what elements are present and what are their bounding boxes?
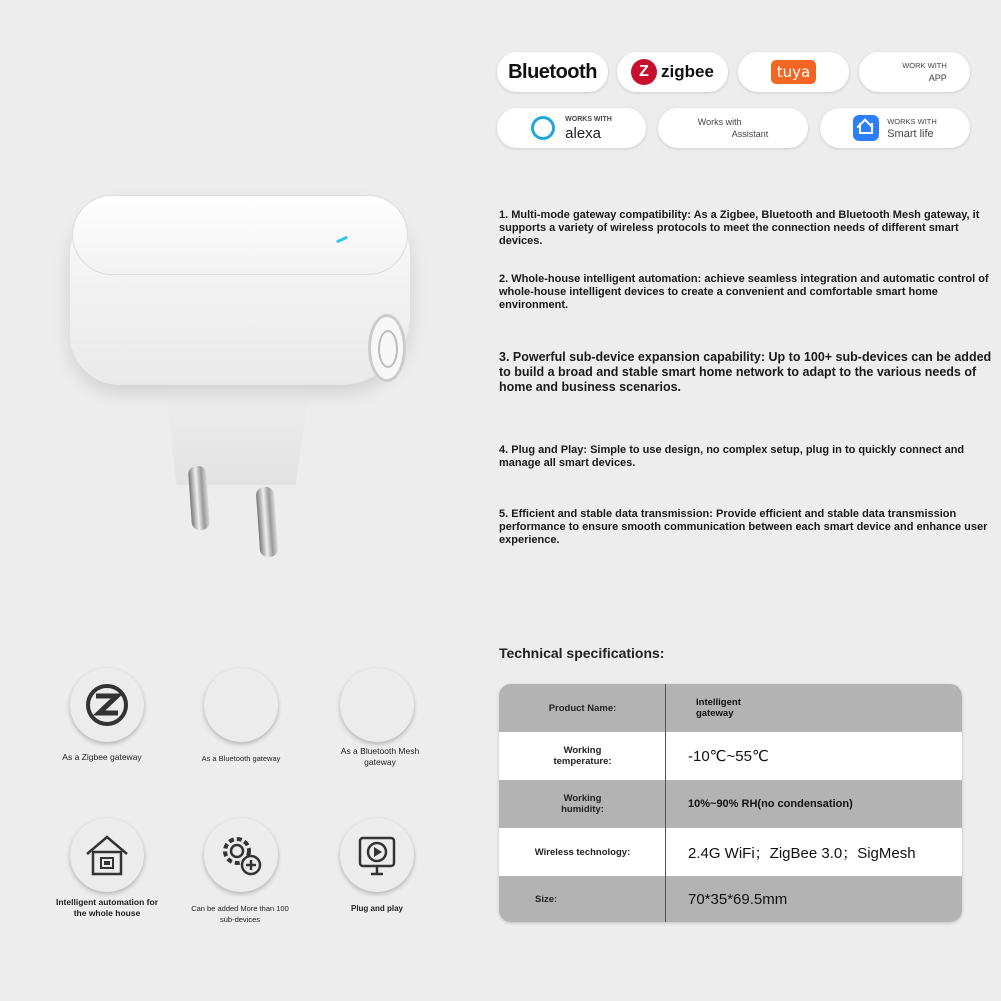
- feature-1: 1. Multi-mode gateway compatibility: As a Zigbee, Bluetooth and Bluetooth Mesh gateway, it supports a variety of wireless protocols to meet the connection needs of different smart devices.: [499, 209, 980, 247]
- bluetooth-mesh-gateway-icon: [340, 668, 414, 742]
- spec-name: Product Name:: [548, 702, 617, 714]
- feature-2: 2. Whole-house intelligent automation: achieve seamless integration and automatic control of whole-house intelligent devices to create a convenient and comfortable smart home environment.: [499, 273, 989, 311]
- alexa-badge-line1: WORKS WITH: [565, 116, 612, 123]
- spec-value: 2.4G WiFi；ZigBee 3.0；SigMesh: [688, 844, 916, 862]
- smart-life-badge-line2: Smart life: [887, 128, 934, 140]
- assistant-badge-line2: Assistant: [731, 129, 769, 139]
- smart-life-badge: [820, 108, 970, 148]
- tuya-label: tuya: [771, 60, 816, 84]
- app-badge-line2: APP: [928, 73, 947, 83]
- spec-value: 70*35*69.5mm: [688, 890, 788, 908]
- feature-3: 3. Powerful sub-device expansion capability: Up to 100+ sub-devices can be added to build a broad and stable smart home network to adapt to the various needs of home and business scenarios.: [499, 350, 992, 394]
- table-row: [499, 828, 962, 876]
- spec-value: Intelligent gateway: [696, 697, 741, 719]
- icon-label-automation: Intelligent automation for the whole house: [56, 897, 158, 918]
- spec-name: Size:: [535, 893, 558, 905]
- icon-label-sub-devices: Can be added More than 100 sub-devices: [191, 904, 289, 924]
- work-with-app-badge: [859, 52, 970, 92]
- alexa-ring-icon: [531, 116, 555, 140]
- alexa-badge: [497, 108, 646, 148]
- spec-value: 10%~90% RH(no condensation): [688, 798, 853, 810]
- spec-name: Wireless technology:: [534, 846, 631, 858]
- zigbee-label: zigbee: [661, 62, 714, 81]
- bluetooth-badge: [497, 52, 608, 92]
- table-row: [499, 780, 962, 828]
- plug-and-play-icon: [340, 818, 414, 892]
- spec-name: Working temperature:: [553, 745, 612, 767]
- table-row: [499, 876, 962, 922]
- spec-title: Technical specifications:: [499, 645, 665, 661]
- alexa-badge-line2: alexa: [565, 125, 602, 142]
- assistant-badge-line1: Works with: [697, 117, 742, 127]
- assistant-badge: [658, 108, 808, 148]
- zigbee-gateway-icon: [70, 668, 144, 742]
- icon-label-bluetooth: As a Bluetooth gateway: [201, 754, 281, 763]
- icon-label-bluetooth-mesh: As a Bluetooth Mesh gateway: [340, 746, 420, 767]
- smart-life-home-icon: [853, 115, 879, 141]
- icon-label-plug-and-play: Plug and play: [350, 904, 403, 913]
- table-row: [499, 732, 962, 780]
- spec-value: -10℃~55℃: [688, 748, 769, 765]
- icon-label-zigbee: As a Zigbee gateway: [62, 752, 142, 762]
- bluetooth-gateway-icon: [204, 668, 278, 742]
- spec-name: Working humidity:: [561, 793, 604, 815]
- tuya-badge: [738, 52, 849, 92]
- feature-5: 5. Efficient and stable data transmission: Provide efficient and stable data transmission performance to ensure smooth communication between each smart device and enhance user experience.: [499, 508, 988, 546]
- smart-home-icon: [70, 818, 144, 892]
- zigbee-badge: [617, 52, 728, 92]
- smart-life-badge-line1: WORKS WITH: [887, 117, 937, 126]
- zigbee-logo-icon: Z: [631, 59, 657, 85]
- spec-table: [499, 684, 962, 922]
- bluetooth-label: Bluetooth: [508, 60, 597, 83]
- feature-4: 4. Plug and Play: Simple to use design, no complex setup, plug in to quickly connect and manage all smart devices.: [499, 444, 965, 469]
- gear-plus-icon: [204, 818, 278, 892]
- app-badge-line1: WORK WITH: [902, 61, 947, 70]
- table-row: [499, 684, 962, 732]
